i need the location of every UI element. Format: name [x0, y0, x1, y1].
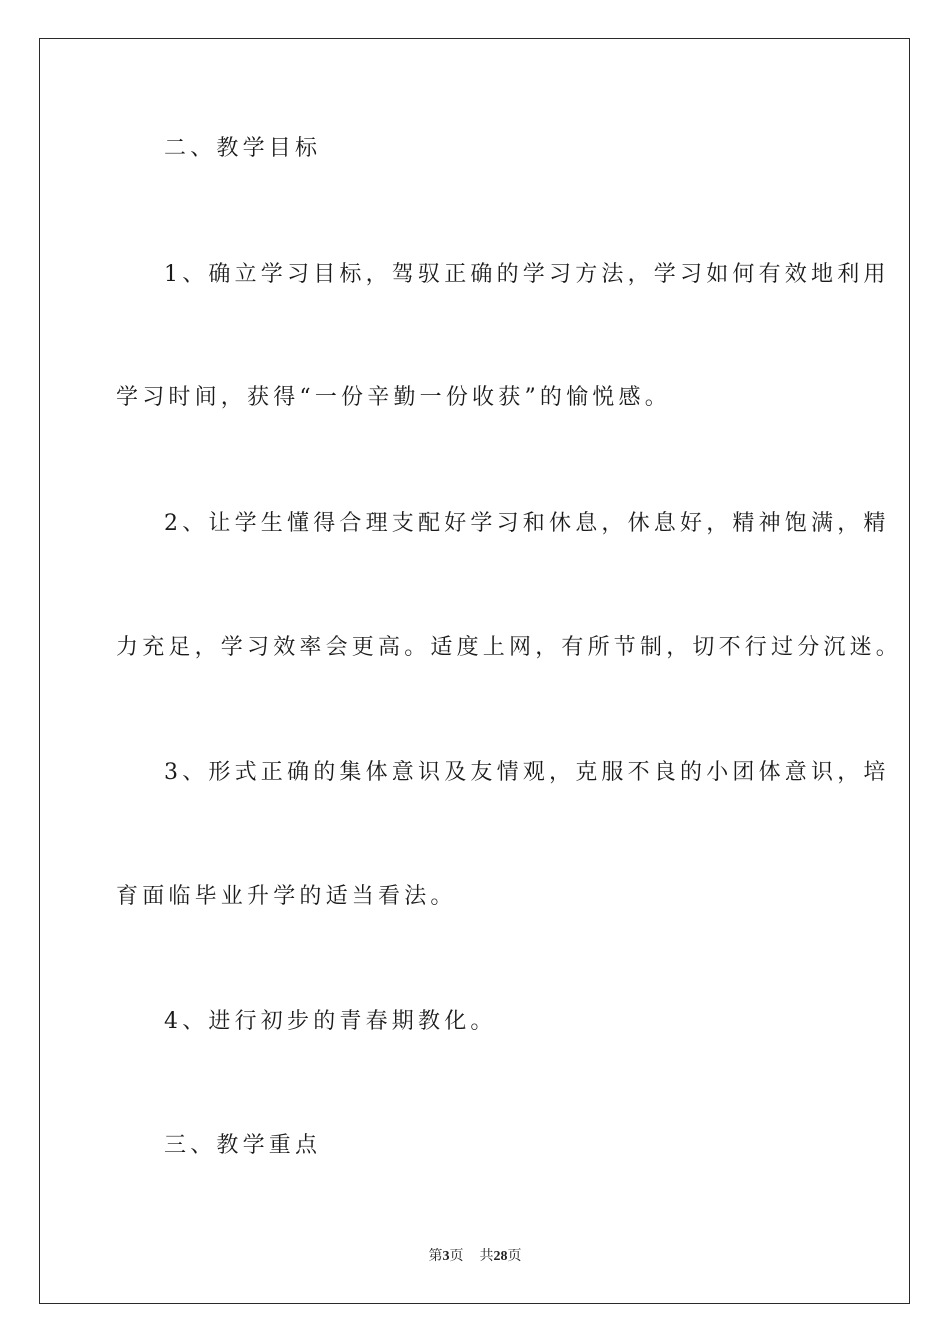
paragraph-line: 2、让学生懂得合理支配好学习和休息，休息好，精神饱满，精	[164, 511, 890, 536]
paragraph-line: 学习时间，获得“一份辛勤一份收获”的愉悦感。	[116, 385, 671, 410]
footer-total-suffix: 页	[507, 1249, 522, 1264]
page-border	[39, 38, 910, 1304]
footer-page-prefix: 第	[428, 1249, 443, 1264]
paragraph-line: 3、形式正确的集体意识及友情观，克服不良的小团体意识，培	[164, 760, 890, 785]
footer-total-prefix: 共	[479, 1249, 494, 1264]
footer-page-number: 3	[442, 1249, 450, 1264]
section-heading-teaching-goals: 二、教学目标	[164, 136, 322, 161]
paragraph-line: 4、进行初步的青春期教化。	[164, 1009, 497, 1034]
paragraph-line: 育面临毕业升学的适当看法。	[116, 884, 457, 909]
footer-total-pages: 28	[493, 1249, 508, 1264]
paragraph-line: 1、确立学习目标，驾驭正确的学习方法，学习如何有效地利用	[164, 262, 890, 287]
paragraph-line: 力充足，学习效率会更高。适度上网，有所节制，切不行过分沉迷。	[116, 635, 903, 660]
section-heading-teaching-focus: 三、教学重点	[164, 1133, 322, 1158]
page-footer	[0, 1247, 950, 1267]
footer-page-suffix: 页	[449, 1249, 464, 1264]
